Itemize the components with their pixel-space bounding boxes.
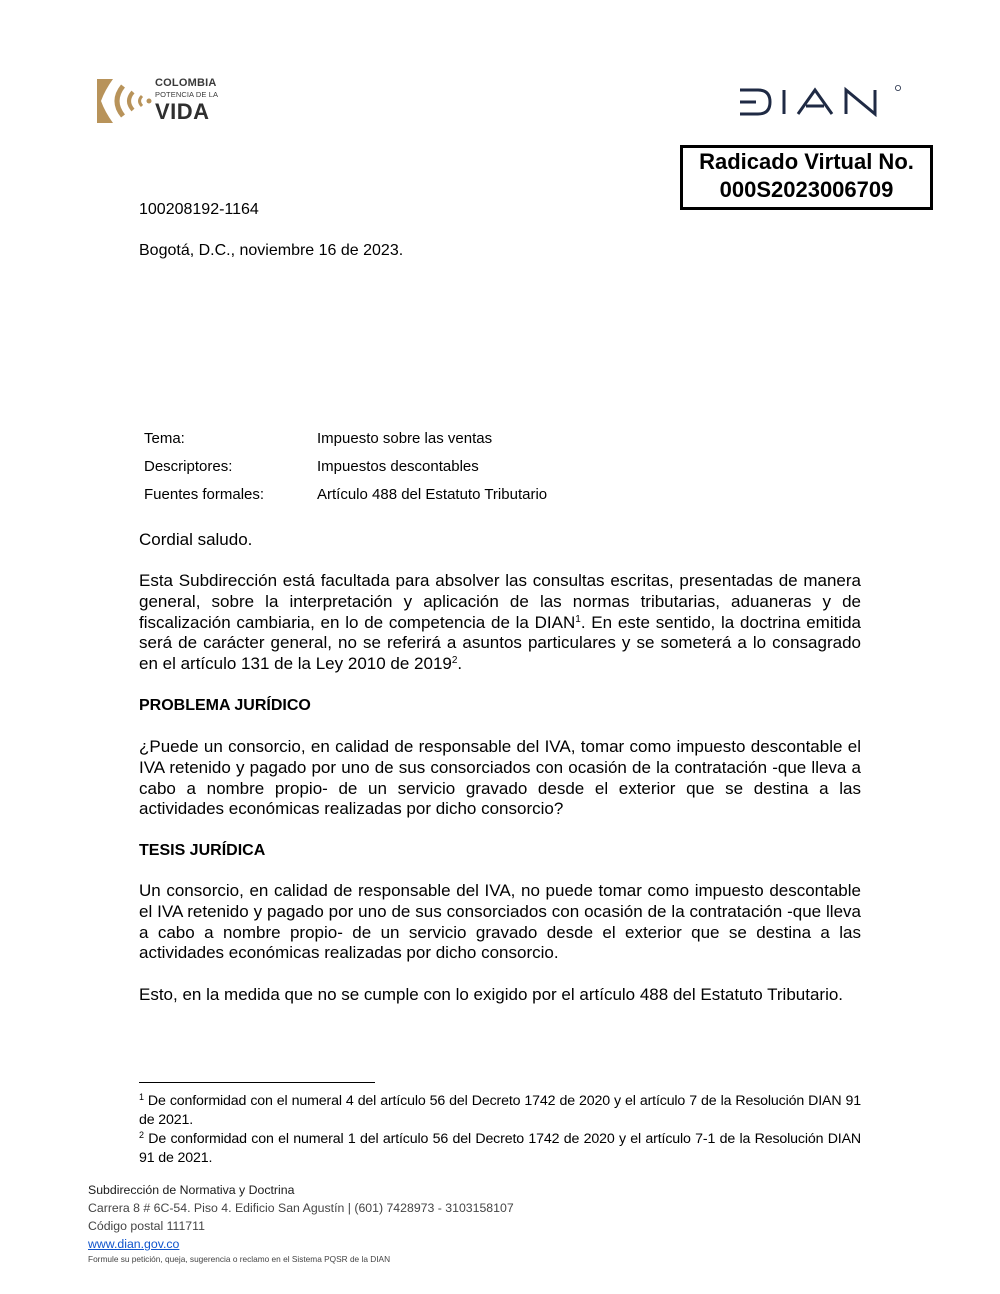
footer-org: Subdirección de Normativa y Doctrina: [88, 1183, 295, 1197]
intro-paragraph: [139, 571, 861, 675]
intro-text-2: . En este sentido, la doctrina emitida será de carácter general, no se referirá a asuntos particulares y se someterá a lo consagrado en el artículo 131 de la Ley 2010 de 2019: [139, 612, 862, 674]
footer-website-link[interactable]: www.dian.gov.co: [88, 1237, 180, 1251]
footnote-ref-1[interactable]: 1: [575, 613, 581, 625]
metadata-label: Fuentes formales:: [144, 486, 265, 503]
dian-logo: [738, 83, 903, 117]
footnote-ref-2[interactable]: 2: [451, 655, 458, 667]
colombia-emblem-icon: [97, 76, 153, 126]
heading-tesis-juridica: TESIS JURÍDICA: [139, 842, 266, 859]
metadata-value: Impuestos descontables: [317, 458, 479, 475]
esto-paragraph: Esto, en la medida que no se cumple con lo exigido por el artículo 488 del Estatuto Tributario.: [139, 985, 844, 1004]
greeting: Cordial saludo.: [139, 530, 253, 549]
radicado-number: 000S2023006709: [719, 177, 894, 202]
footnote-divider: [139, 1082, 375, 1083]
metadata-value: Artículo 488 del Estatuto Tributario: [317, 486, 548, 503]
heading-problema-juridico: PROBLEMA JURÍDICO: [139, 697, 311, 714]
footer-address: Carrera 8 # 6C-54. Piso 4. Edificio San Agustín | (601) 7428973 - 3103158107: [88, 1201, 514, 1215]
date-line: Bogotá, D.C., noviembre 16 de 2023.: [139, 242, 404, 259]
dian-wordmark-icon: [738, 83, 903, 117]
metadata-label: Tema:: [144, 430, 185, 447]
footnote-text: De conformidad con el numeral 1 del artículo 56 del Decreto 1742 de 2020 y el artículo 7-1 de la Resolución DIAN 91 de 2021.: [139, 1131, 861, 1166]
footnote-1: [139, 1092, 861, 1130]
radicado-box: [680, 145, 933, 210]
metadata-value: Impuesto sobre las ventas: [317, 430, 493, 447]
reference-number: 100208192-1164: [139, 201, 259, 218]
metadata-label: Descriptores:: [144, 458, 233, 475]
footnote-text: De conformidad con el numeral 4 del artículo 56 del Decreto 1742 de 2020 y el artículo 7 de la Resolución DIAN 91 de 2021.: [139, 1093, 861, 1128]
logo-potencia-text: POTENCIA DE LA: [155, 90, 219, 99]
radicado-label: Radicado Virtual No.: [699, 149, 914, 174]
problema-paragraph: ¿Puede un consorcio, en calidad de responsable del IVA, tomar como impuesto descontable el IVA retenido y pagado por uno de sus consorciados con ocasión de la contratación -que lleva a cabo a nombre propio- de un servicio gravado desde el exterior que se destina a las actividades económicas realizadas por dicho consorcio?: [139, 737, 861, 819]
intro-text-3: .: [457, 654, 463, 674]
footer-pqsr-note: Formule su petición, queja, sugerencia o reclamo en el Sistema PQSR de la DIAN: [88, 1254, 391, 1264]
footnote-number: 1: [139, 1092, 144, 1102]
tesis-paragraph: Un consorcio, en calidad de responsable del IVA, no puede tomar como impuesto descontable el IVA retenido y pagado por uno de sus consorciados con ocasión de la contratación -que lleva a cabo a nombre propio- de un servicio gravado desde el exterior que se destina a las actividades económicas realizadas por dicho consorcio.: [139, 881, 861, 963]
footer-postal-code: Código postal 111711: [88, 1219, 205, 1233]
logo-colombia-text: COLOMBIA: [155, 77, 217, 89]
colombia-potencia-vida-logo: [97, 76, 232, 126]
footnote-2: [139, 1130, 861, 1168]
logo-vida-text: VIDA: [155, 99, 210, 124]
footnote-number: 2: [139, 1130, 144, 1140]
intro-text-1: Esta Subdirección está facultada para absolver las consultas escritas, presentadas de manera general, sobre la interpretación y aplicación de las normas tributarias, aduaneras y de fiscalización cambiaria, en lo de competencia de la DIAN: [139, 571, 861, 632]
